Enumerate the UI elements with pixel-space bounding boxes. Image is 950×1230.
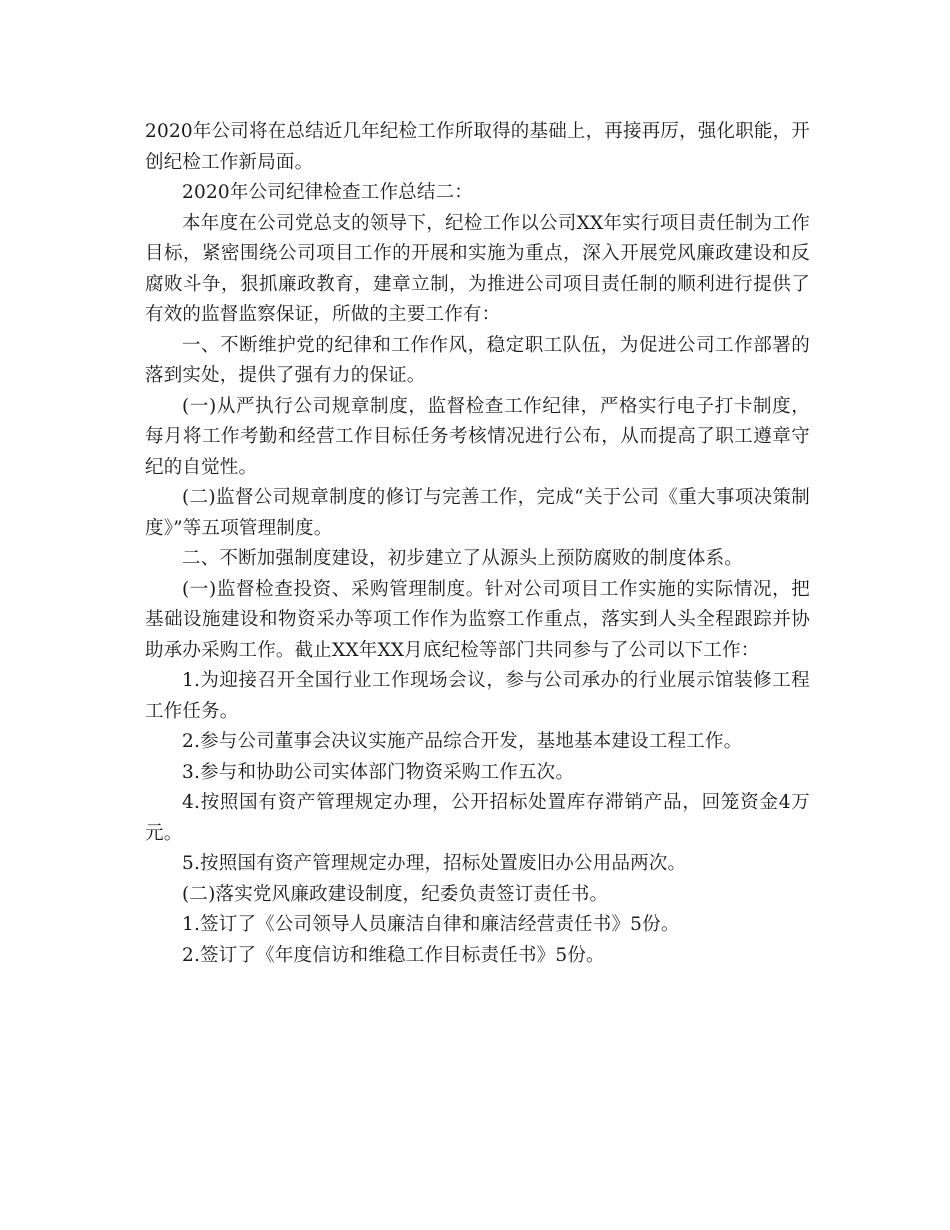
paragraph-3: 本年度在公司党总支的领导下，纪检工作以公司XX年实行项目责任制为工作目标，紧密围绕公司项目工作的开展和实施为重点，深入开展党风廉政建设和反腐败斗争，狠抓廉政教育，建章立制，为推进公司项目责任制的顺利进行提供了有效的监督监察保证，所做的主要工作有： (145, 212, 810, 325)
paragraph-11-item-3: 3.参与和协助公司实体部门物资采购工作五次。 (182, 761, 575, 783)
paragraph-2-section-title: 2020年公司纪律检查工作总结二： (182, 182, 473, 203)
paragraph-14: (二)落实党风廉政建设制度，纪委负责签订责任书。 (182, 883, 609, 905)
paragraph-16-item-2: 2.签订了《年度信访和维稳工作目标责任书》5份。 (182, 944, 605, 966)
paragraph-5: (一)从严执行公司规章制度，监督检查工作纪律，严格实行电子打卡制度，每月将工作考勤和经营工作目标任务考核情况进行公布，从而提高了职工遵章守纪的自觉性。 (145, 395, 810, 478)
paragraph-1: 2020年公司将在总结近几年纪检工作所取得的基础上，再接再厉，强化职能，开创纪检工作新局面。 (145, 121, 810, 173)
paragraph-10-item-2: 2.参与公司董事会决议实施产品综合开发，基地基本建设工程工作。 (182, 731, 743, 752)
paragraph-12-item-4: 4.按照国有资产管理规定办理，公开招标处置库存滞销产品，回笼资金4万元。 (145, 792, 810, 844)
paragraph-9-item-1: 1.为迎接召开全国行业工作现场会议，参与公司承办的行业展示馆装修工程工作任务。 (145, 670, 810, 722)
paragraph-7-heading-two: 二、不断加强制度建设，初步建立了从源头上预防腐败的制度体系。 (182, 548, 744, 569)
paragraph-4-heading-one: 一、不断维护党的纪律和工作作风，稳定职工队伍，为促进公司工作部署的落到实处，提供了强有力的保证。 (145, 334, 810, 386)
paragraph-13-item-5: 5.按照国有资产管理规定办理，招标处置废旧办公用品两次。 (182, 853, 687, 874)
paragraph-6: (二)监督公司规章制度的修订与完善工作，完成“关于公司《重大事项决策制度》”等五项管理制度。 (145, 487, 810, 539)
document-body (145, 117, 810, 971)
paragraph-15-item-1: 1.签订了《公司领导人员廉洁自律和廉洁经营责任书》5份。 (182, 914, 680, 935)
paragraph-8: (一)监督检查投资、采购管理制度。针对公司项目工作实施的实际情况，把基础设施建设和物资采办等项工作作为监察工作重点，落实到人头全程跟踪并协助承办采购工作。截止XX年XX月底纪检等部门共同参与了公司以下工作： (145, 578, 810, 661)
